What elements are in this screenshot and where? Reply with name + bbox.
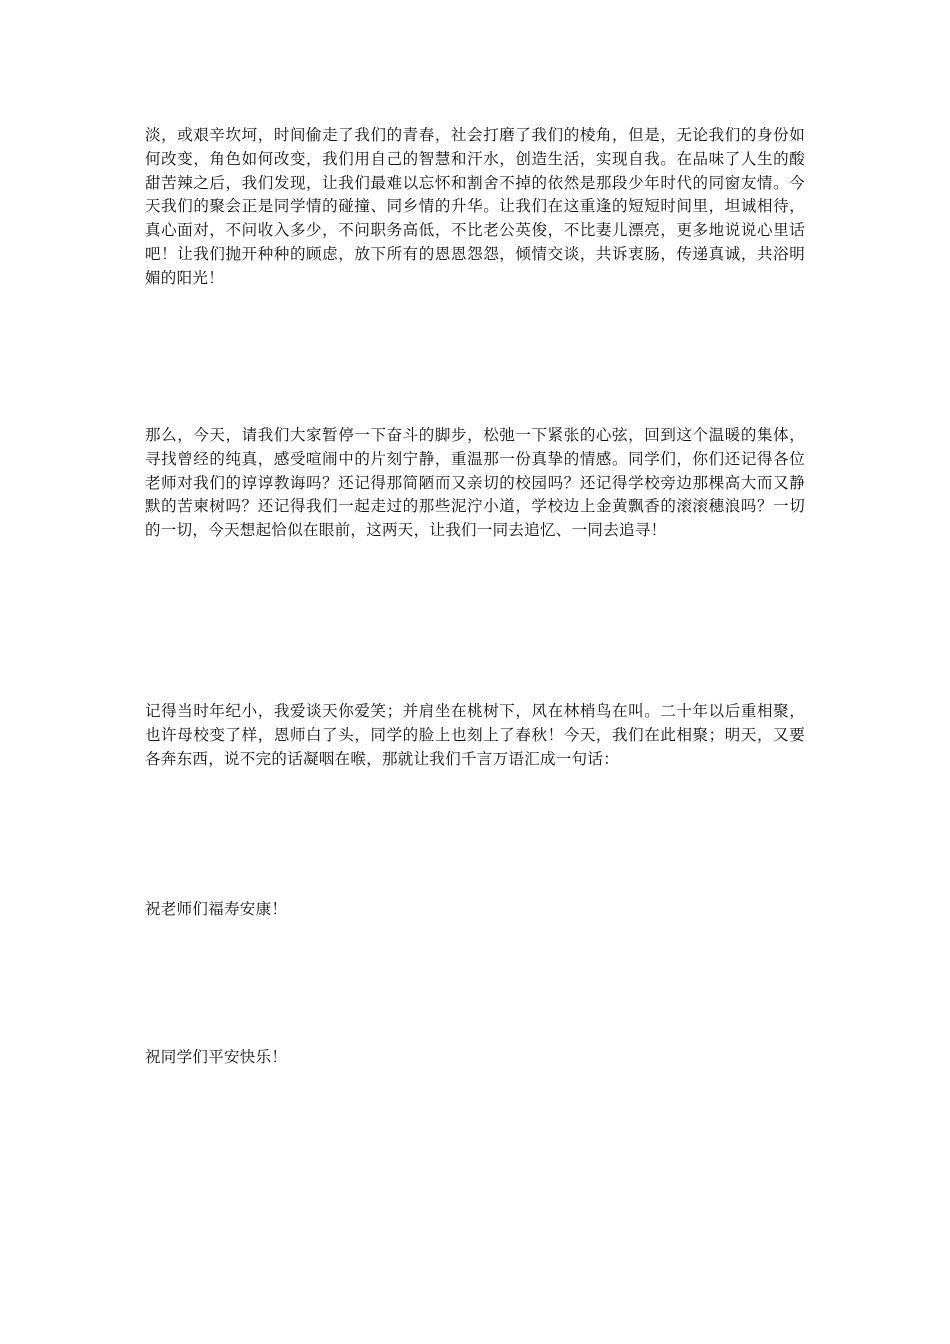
blessing-classmates: 祝同学们平安快乐！ [145,1048,288,1066]
paragraph-reminiscence: 那么，今天，请我们大家暂停一下奋斗的脚步，松弛一下紧张的心弦，回到这个温暖的集体，寻找曾经的纯真，感受喧闹中的片刻宁静，重温那一份真挚的情感。同学们，你们还记得各位老师对我们的谆谆教诲吗？还记得那简陋而又亲切的校园吗？还记得学校旁边那棵高大而又静默的苦柬树吗？还记得我们一起走过的那些泥泞小道，学校边上金黄飘香的滚滚穗浪吗？一切的一切，今天想起恰似在眼前，这两天，让我们一同去追忆、一同去追寻！ [145,426,805,540]
paragraph-reflection: 淡，或艰辛坎坷，时间偷走了我们的青春，社会打磨了我们的棱角，但是，无论我们的身份如何改变，角色如何改变，我们用自己的智慧和汗水，创造生活，实现自我。在品味了人生的酸甜苦辣之后，我们发现，让我们最难以忘怀和割舍不掉的依然是那段少年时代的同窗友情。今天我们的聚会正是同学情的碰撞、同乡情的升华。让我们在这重逢的短短时间里，坦诚相待，真心面对，不问收入多少，不问职务高低，不比老公英俊，不比妻儿漂亮，更多地说说心里话吧！让我们抛开种种的顾虑，放下所有的恩恩怨怨，倾情交谈，共诉衷肠，传递真诚，共浴明媚的阳光！ [145,126,805,287]
paragraph-memories: 记得当时年纪小，我爱谈天你爱笑；并肩坐在桃树下，风在林梢鸟在叫。二十年以后重相聚，也许母校变了样，恩师白了头，同学的脸上也刻上了春秋！今天，我们在此相聚；明天，又要各奔东西，说不完的话凝咽在喉，那就让我们千言万语汇成一句话： [145,702,805,768]
blessing-teachers: 祝老师们福寿安康！ [145,900,288,918]
